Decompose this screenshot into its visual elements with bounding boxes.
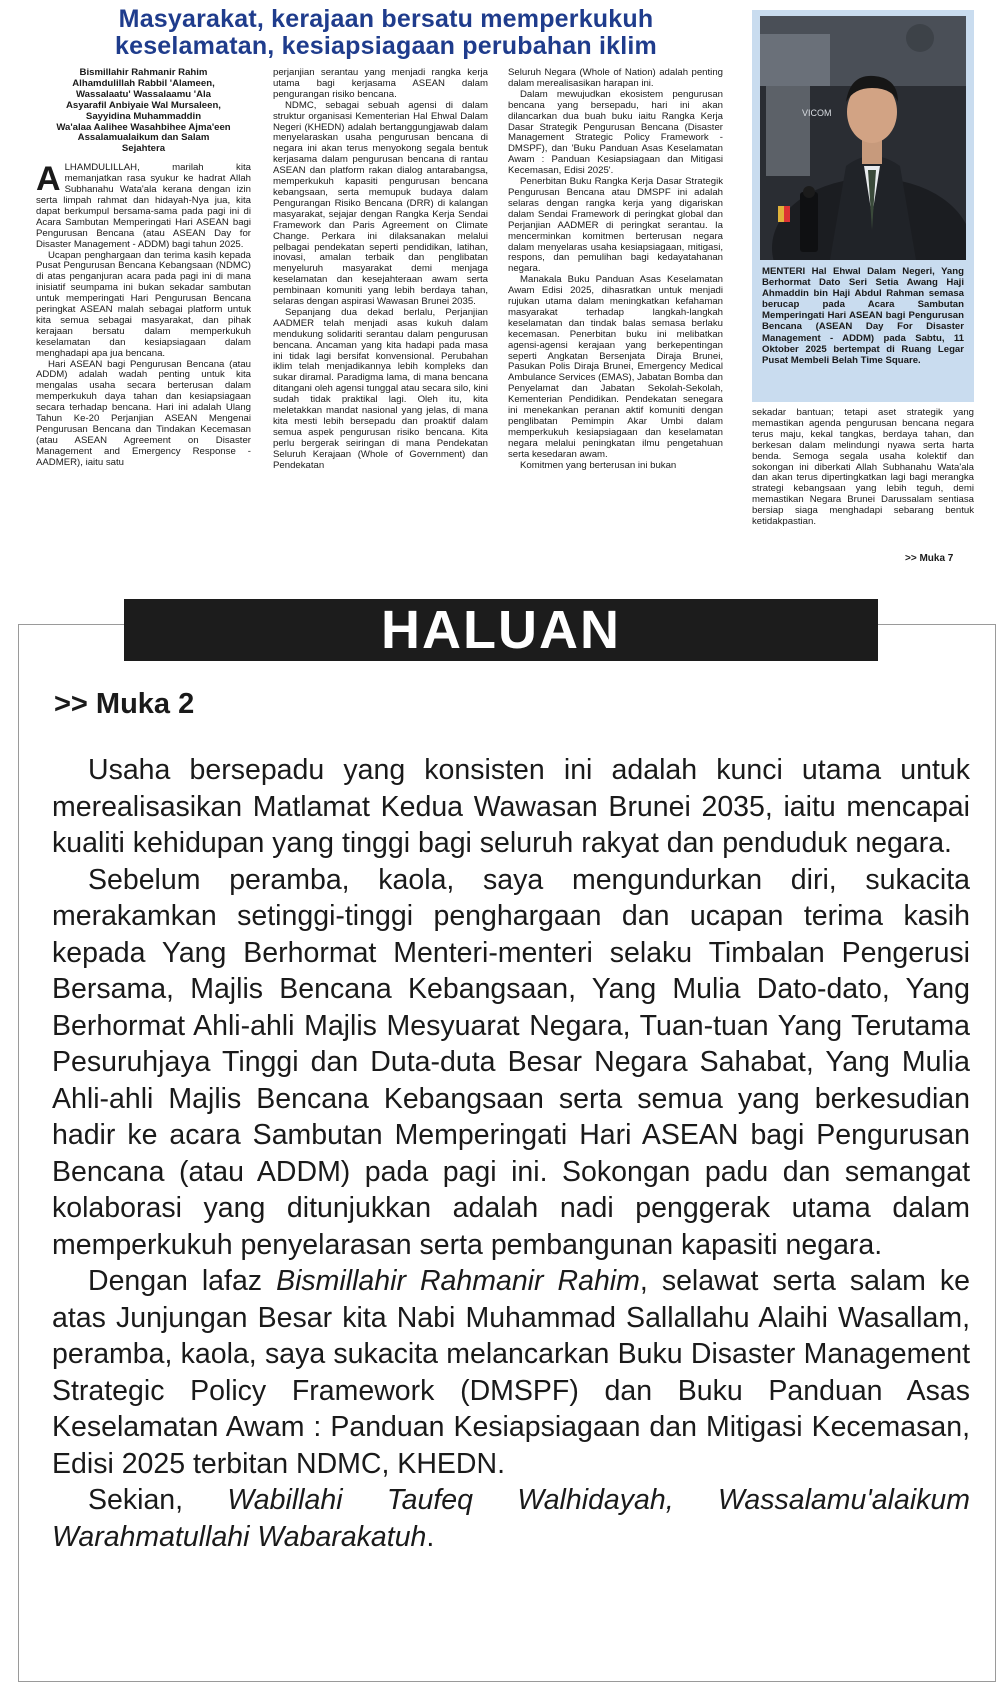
photo-with-caption <box>752 10 974 402</box>
paragraph: Seluruh Negara (Whole of Nation) adalah penting dalam merealisasikan harapan ini. <box>508 67 723 89</box>
backdrop-text: VICOM <box>802 108 832 118</box>
text-run: , selawat serta salam ke atas Junjungan Besar kita Nabi Muhammad Sallallahu Alaihi Wasallam, peramba, kaola, saya sukacita melancarkan Buku Disaster Management Strategic Policy Framework (DMSPF) dan Buku Panduan Asas Keselamatan Awam : Panduan Kesiapsiagaan dan Mitigasi Kecemasan, Edisi 2025 terbitan NDMC, KHEDN. <box>52 1265 970 1480</box>
paragraph <box>52 1263 970 1482</box>
article-column-3 <box>508 68 723 472</box>
haluan-title: HALUAN <box>124 599 878 661</box>
paragraph: Komitmen yang berterusan ini bukan <box>520 459 677 471</box>
minister-speaking-illustration <box>760 16 966 260</box>
headline-line-1: Masyarakat, kerajaan bersatu memperkukuh <box>118 5 654 33</box>
paragraph: perjanjian serantau yang menjadi rangka kerja utama bagi kerjasama ASEAN dalam pengurangan risiko bencana. <box>273 67 488 100</box>
paragraph: Dalam mewujudkan ekosistem pengurusan bencana yang bersepadu, hari ini akan dilancarkan dua buah buku iaitu Rangka Kerja Dasar Strategik Pengurusan Bencana (Disaster Management Strategic Policy Framework - DMSPF), dan 'Buku Panduan Asas Keselamatan Awam : Panduan Kesiapsiagaan dan Mitigasi Kecemasan, Edisi 2025'. <box>508 88 723 177</box>
text-run: . <box>426 1520 435 1553</box>
salutation-line: Asyarafil Anbiyaie Wal Mursaleen, <box>66 99 221 111</box>
paragraph: Usaha bersepadu yang konsisten ini adalah kunci utama untuk merealisasikan Matlamat Kedua Wawasan Brunei 2035, iaitu mencapai kualiti kehidupan yang tinggi bagi seluruh rakyat dan penduduk negara. <box>52 754 970 859</box>
salutation-line: Wassalaatu' Wassalaamu 'Ala <box>75 88 212 100</box>
paragraph: sekadar bantuan; tetapi aset strategik yang memastikan agenda pengurusan bencana negara terus maju, kekal tangkas, berdaya tahan, dan berkesan dalam melindungi nyawa serta harta benda. Semoga segala usaha kolektif dan sokongan ini diberkati Allah Subhanahu Wata'ala dan akan terus dipertingkatkan lagi bagi merangka strategi kebangsaan yang lebih teguh, demi memastikan Negara Brunei Darussalam sentiasa bersiap siaga menghadapi sebarang bentuk ketidakpastian. <box>752 407 974 528</box>
paragraph: Ucapan penghargaan dan terima kasih kepada Pusat Pengurusan Bencana Kebangsaan (NDMC) di atas penganjuran acara pada pagi ini di mana inisiatif seumpama ini bukan sekadar sambutan untuk memperingati Hari Pengurusan Bencana peringkat ASEAN malah sebagai platform untuk kita semua sebagai masyarakat, dan pihak kerajaan bersatu dalam memperkukuh keselamatan dan kesiapsiagaan dalam menghadapi apa jua bencana. <box>36 249 251 359</box>
italic-run: Bismillahir Rahmanir Rahim <box>276 1265 640 1297</box>
headline <box>36 6 736 60</box>
text-run: Dengan lafaz <box>88 1265 277 1297</box>
headline-line-2: keselamatan, kesiapsiagaan perubahan iklim <box>115 32 657 60</box>
salutation-line: Alhamdulillah Rabbil 'Alameen, <box>72 77 215 89</box>
paragraph-text: LHAMDULILLAH, marilah kita memanjatkan rasa syukur ke hadrat Allah Subhanahu Wata'ala kerana dengan izin serta limpah rahmat dan hidayah-Nya jua, kita dapat berkumpul bersama-sama pada pagi ini di Acara Sambutan Memperingati Hari ASEAN bagi Pengurusan Bencana (atau ASEAN Day for Disaster Management - ADDM) bagi tahun 2025. <box>36 162 251 250</box>
salutation-line: Bismillahir Rahmanir Rahim <box>79 67 208 78</box>
paragraph: NDMC, sebagai sebuah agensi di dalam struktur organisasi Kementerian Hal Ehwal Dalam Negeri (KHEDN) adalah bertanggungjawab dalam menyelaraskan usaha pengurusan bencana di negara ini akan terus menyokong segala bentuk kerjasama dalam pengurusan bencana di rantau ASEAN dan platform rakan dialog antarabangsa, memperkukuh kapasiti pengurusan bencana kebangsaan, serta memupuk budaya dalam Pengurangan Risiko Bencana (DRR) di kalangan masyarakat, sejajar dengan Rangka Kerja Sendai Framework dan Paris Agreement on Climate Change. Perkara ini dilaksanakan melalui pelbagai pendekatan seperti pendidikan, latihan, inovasi, amalan terbaik dan penglibatan menyeluruh masyarakat demi menjaga keselamatan dan kesejahteraan awam serta pembinaan komuniti yang lebih berdaya tahan, selaras dengan aspirasi Wawasan Brunei 2035. <box>273 99 488 308</box>
article-column-1 <box>36 68 251 469</box>
haluan-body <box>52 752 970 1555</box>
salutation-line: Wa'alaa Aalihee Wasahbihee Ajma'een <box>56 121 231 133</box>
text-run: Sekian, <box>88 1484 228 1516</box>
paragraph: Sebelum peramba, kaola, saya mengundurkan diri, sukacita merakamkan setinggi-tinggi penghargaan dan ucapan terima kasih kepada Yang Berhormat Menteri-menteri selaku Timbalan Pengerusi Bersama, Majlis Bencana Kebangsaan, Yang Mulia Dato-dato, Yang Berhormat Ahli-ahli Majlis Mesyuarat Negara, Tuan-tuan Yang Terutama Pesuruhjaya Tinggi dan Duta-duta Besar Negara Sahabat, Yang Mulia Ahli-ahli Majlis Bencana Kebangsaan serta semua yang berkesudian hadir ke acara Sambutan Memperingati Hari ASEAN bagi Pengurusan Bencana (atau ADDM) pada pagi ini. Sokongan padu dan semangat kolaborasi yang ditunjukkan adalah nadi penggerak utama dalam memperkukuh penyelarasan serta pembangunan kapasiti negara. <box>52 863 970 1261</box>
paragraph: Penerbitan Buku Rangka Kerja Dasar Strategik Pengurusan Bencana atau DMSPF ini adalah selaras dengan rangka kerja yang digariskan dalam Sendai Framework di peringkat global dan Perjanjian AADMER di peringkat serantau. Ia mencerminkan komitmen berterusan negara dalam menyelaras usaha kesiapsiagaan, mitigasi, respons, dan pemulihan bagi kedayatahanan negara. <box>508 176 723 275</box>
paragraph: Manakala Buku Panduan Asas Keselamatan Awam Edisi 2025, dihasratkan untuk menjadi rujukan utama dalam meningkatkan kefahaman masyarakat terhadap langkah-langkah keselamatan dan tindak balas semasa berlaku kecemasan. Penerbitan buku ini melibatkan agensi-agensi kerajaan yang berkepentingan seperti Angkatan Bersenjata Diraja Brunei, Pasukan Polis Diraja Brunei, Emergency Medical Ambulance Services (EMAS), Jabatan Bomba dan Penyelamat dan Jabatan Sekolah-Sekolah, Kementerian Pendidikan. Pendekatan senegara ini menekankan peranan aktif komuniti dengan penglibatan Pemimpin Akar Umbi dalam memperkukuh kesiapsiagaan dan keselamatan negara melalui peningkatan ilmu pengetahuan serta kesedaran awam. <box>508 274 723 460</box>
minister-photo <box>760 16 966 260</box>
salutation-line: Sayyidina Muhammaddin <box>85 110 202 122</box>
paragraph <box>36 160 251 250</box>
article-column-2 <box>273 68 488 472</box>
paragraph: Sepanjang dua dekad berlalu, Perjanjian AADMER telah menjadi asas kukuh dalam mendukung solidariti serantau dalam pengurusan bencana. Ancaman yang kita hadapi pada masa ini tidak lagi bersifat konvensional. Perubahan iklim telah menjadikannya lebih kompleks dan sukar diramal. Paradigma lama, di mana bencana ditangani oleh agensi tunggal atau secara silo, kini sudah tidak praktikal lagi. Oleh itu, kita meletakkan mandat nasional yang jelas, di mana kita mesti lebih bersepadu dan proaktif dalam semua aspek pengurusan risiko bencana. Kita perlu bergerak seiringan di mana Pendekatan Seluruh Kerajaan (Whole of Government) dan Pendekatan <box>273 306 488 471</box>
paragraph: Hari ASEAN bagi Pengurusan Bencana (atau ADDM) adalah wadah penting untuk kita mengalas usaha secara berterusan dalam memperkukuh daya tahan dan kesiapsiagaan secara terhadap bencana. Hari ini adalah Ulang Tahun Ke-20 Perjanjian ASEAN Mengenai Pengurusan Bencana dan Tindakan Kecemasan (atau ASEAN Agreement on Disaster Management and Emergency Response - AADMER), iaitu satu <box>36 358 251 468</box>
drop-cap: A <box>36 160 61 199</box>
salutation <box>36 68 251 155</box>
article-column-4 <box>752 408 974 528</box>
paragraph <box>52 1482 970 1555</box>
page-reference: >> Muka 2 <box>54 688 195 720</box>
italic-run: Wabillahi Taufeq Walhidayah, Wassalamu'alaikum Warahmatullahi Wabarakatuh <box>52 1484 970 1553</box>
salutation-line: Sejahtera <box>121 143 166 155</box>
photo-caption: MENTERI Hal Ehwal Dalam Negeri, Yang Berhormat Dato Seri Setia Awang Haji Ahmaddin bin Haji Abdul Rahman semasa berucap pada Acara Sambutan Memperingati Hari ASEAN bagi Pengurusan Bencana (ASEAN Day For Disaster Management - ADDM) pada Sabtu, 11 Oktober 2025 bertempat di Ruang Legar Pusat Membeli Belah Time Square. <box>762 266 964 366</box>
continued-reference: >> Muka 7 <box>905 553 954 564</box>
salutation-line: Assalamualaikum dan Salam <box>77 132 210 144</box>
